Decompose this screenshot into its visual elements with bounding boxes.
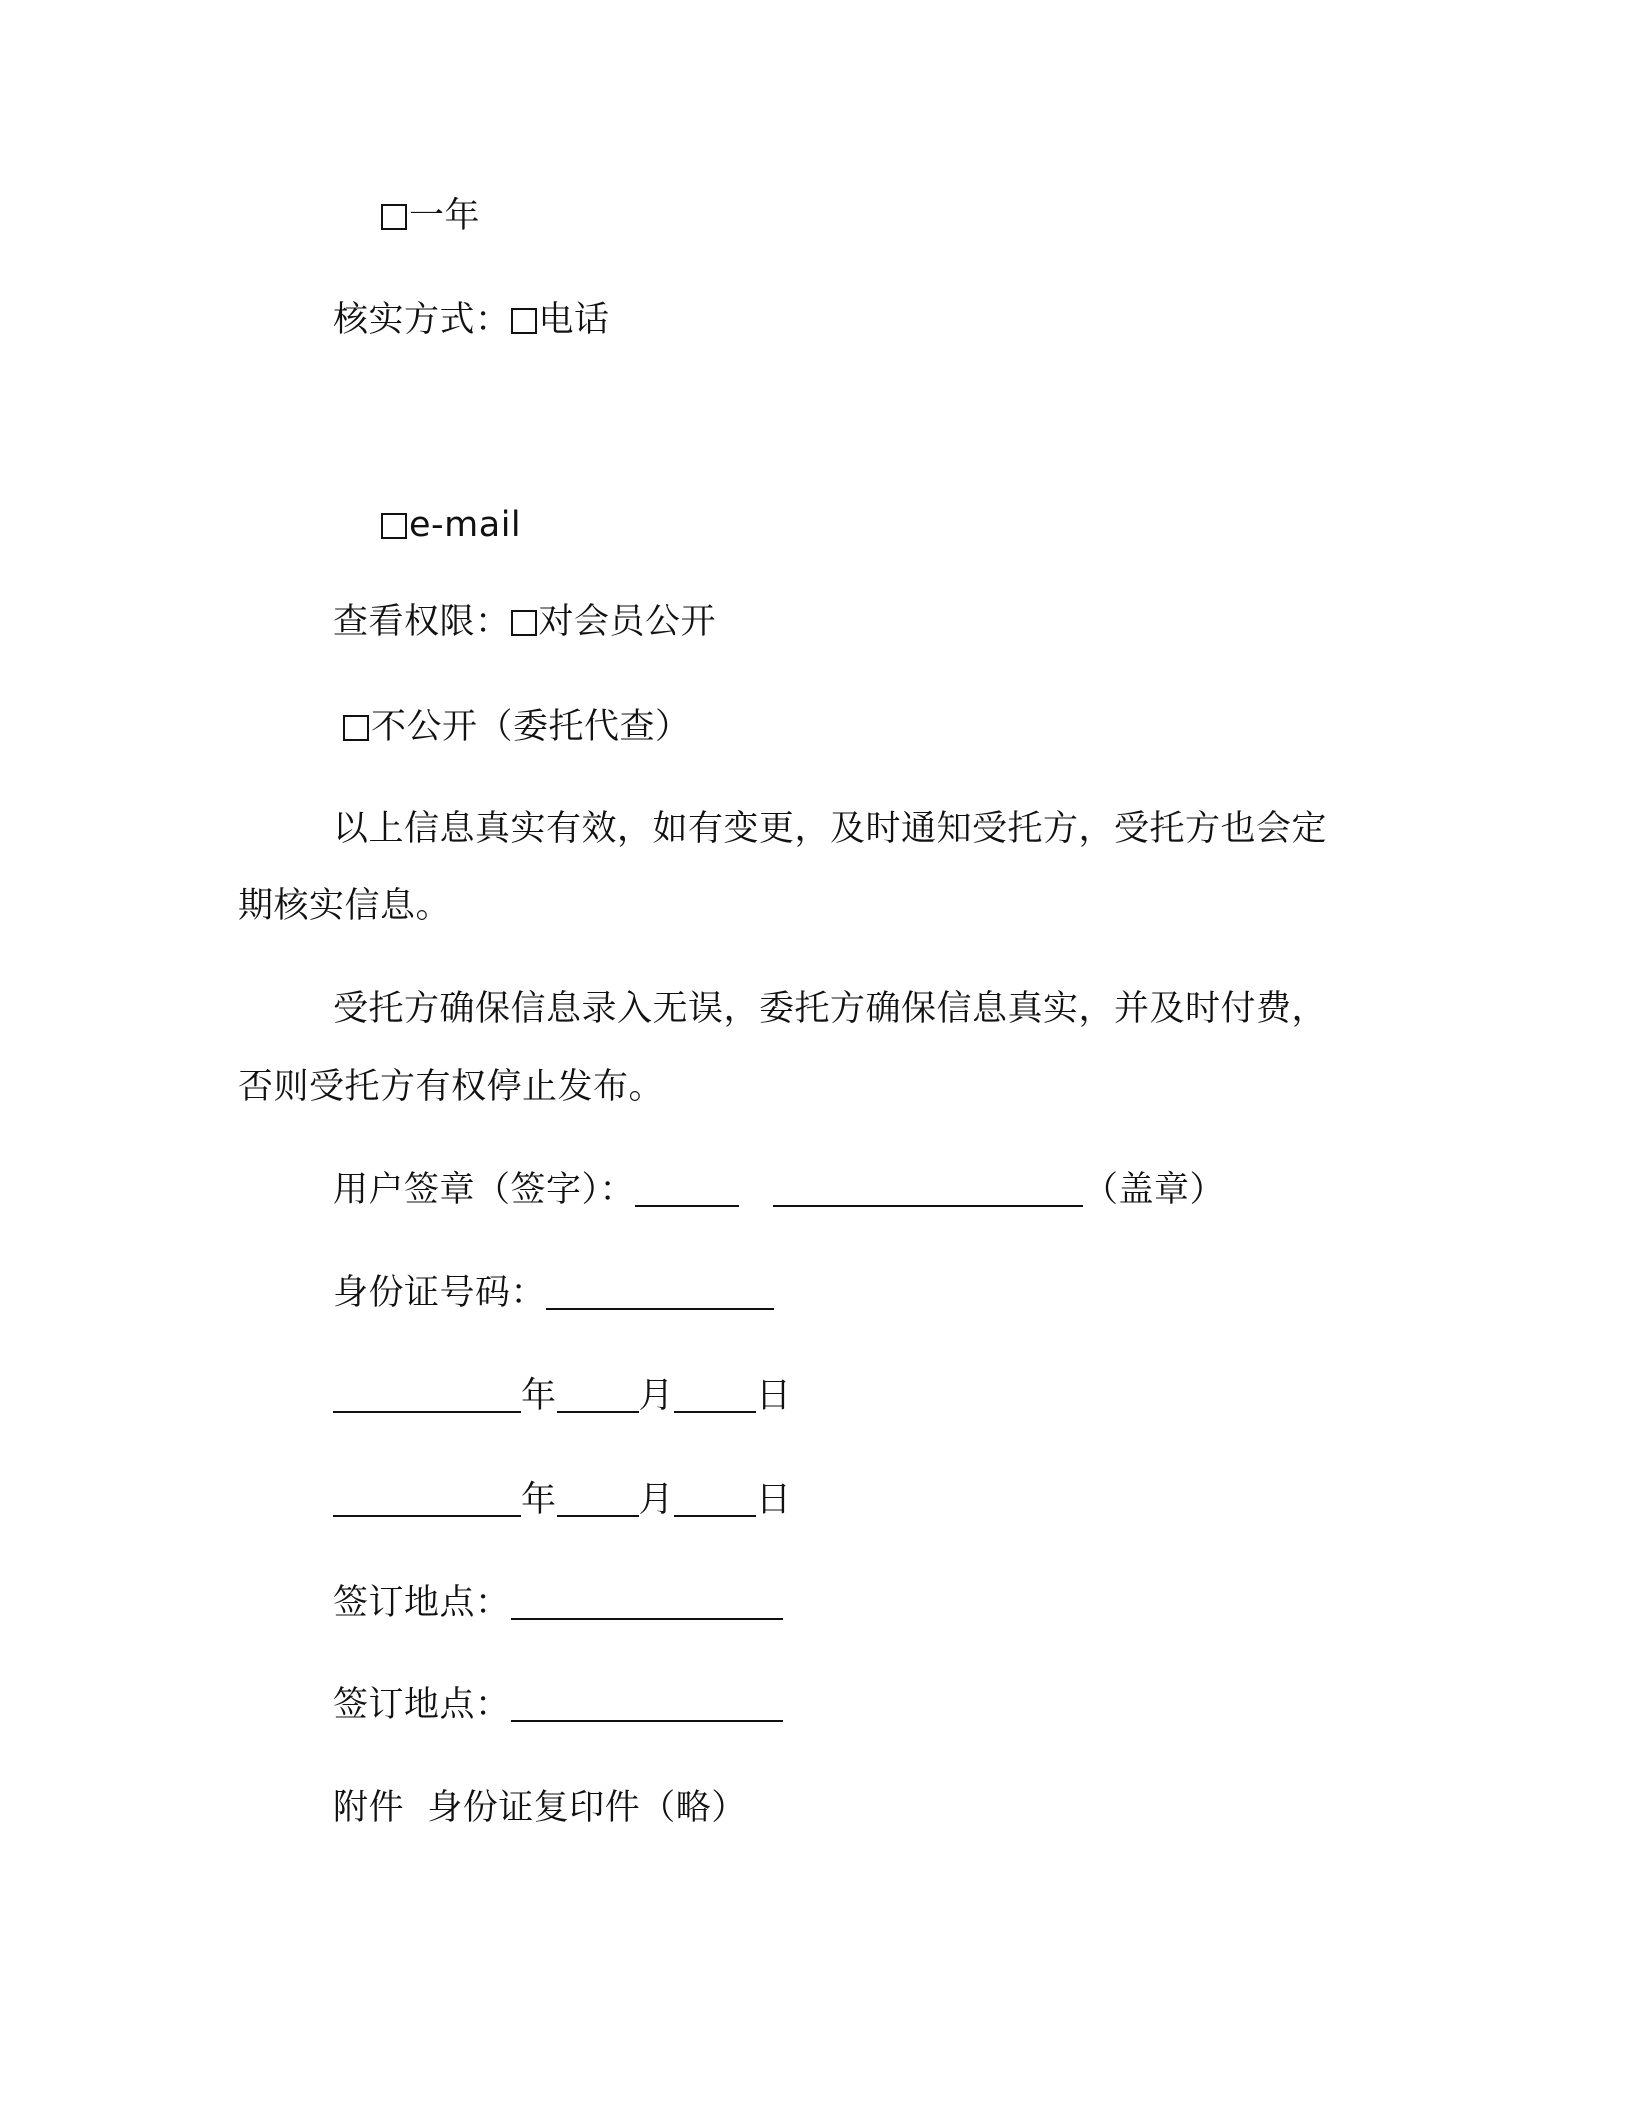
- sign-place-row: [333, 1681, 783, 1729]
- checkbox[interactable]: [381, 204, 407, 230]
- checkbox[interactable]: [381, 513, 407, 539]
- date-row: [333, 1372, 792, 1420]
- id-number-row: [333, 1269, 774, 1317]
- year-label: 年: [521, 1480, 557, 1520]
- day-blank[interactable]: [674, 1381, 756, 1413]
- sign-place-blank[interactable]: [511, 1588, 783, 1620]
- day-blank[interactable]: [674, 1485, 756, 1517]
- month-label: 月: [638, 1376, 675, 1416]
- option-label: 一年: [409, 196, 481, 236]
- year-blank[interactable]: [333, 1485, 521, 1517]
- option-label: e-mail: [409, 505, 522, 545]
- option-one-year: [381, 192, 480, 240]
- checkbox[interactable]: [343, 715, 369, 741]
- day-label: 日: [756, 1480, 792, 1520]
- signature-label: 用户签章（签字）：: [333, 1170, 636, 1210]
- signature-row: [333, 1166, 1225, 1214]
- month-blank[interactable]: [557, 1381, 639, 1413]
- attachment-line: 附件 身份证复印件（略）: [333, 1788, 747, 1828]
- option-label: 电话: [538, 300, 610, 340]
- month-blank[interactable]: [557, 1485, 639, 1517]
- year-blank[interactable]: [333, 1381, 521, 1413]
- statement2-line2: 否则受托方有权停止发布。: [238, 1067, 665, 1107]
- id-number-label: 身份证号码：: [333, 1273, 547, 1313]
- statement1-line1: 以上信息真实有效，如有变更，及时通知受托方，受托方也会定: [333, 809, 1328, 849]
- verification-label: 核实方式：: [333, 300, 511, 340]
- signature-blank[interactable]: [635, 1175, 739, 1207]
- seal-label: （盖章）: [1083, 1170, 1226, 1210]
- sign-place-label: 签订地点：: [333, 1685, 511, 1725]
- id-number-blank[interactable]: [546, 1278, 774, 1310]
- option-label: 不公开（委托代查）: [371, 707, 691, 747]
- verification-method-row: [333, 296, 610, 344]
- permission-label: 查看权限：: [333, 602, 511, 642]
- option-email: [381, 501, 521, 549]
- checkbox[interactable]: [511, 308, 537, 334]
- month-label: 月: [638, 1480, 675, 1520]
- sign-place-row: [333, 1579, 783, 1627]
- date-row: [333, 1476, 792, 1524]
- option-label: 对会员公开: [538, 602, 717, 642]
- statement1-line2: 期核实信息。: [238, 886, 452, 926]
- seal-blank[interactable]: [773, 1175, 1083, 1207]
- year-label: 年: [521, 1376, 557, 1416]
- statement2-line1: 受托方确保信息录入无误，委托方确保信息真实，并及时付费，: [333, 989, 1328, 1029]
- option-not-public: [343, 703, 691, 751]
- view-permission-row: [333, 598, 716, 646]
- sign-place-label: 签订地点：: [333, 1583, 511, 1623]
- checkbox[interactable]: [511, 610, 537, 636]
- sign-place-blank[interactable]: [511, 1690, 783, 1722]
- day-label: 日: [756, 1376, 792, 1416]
